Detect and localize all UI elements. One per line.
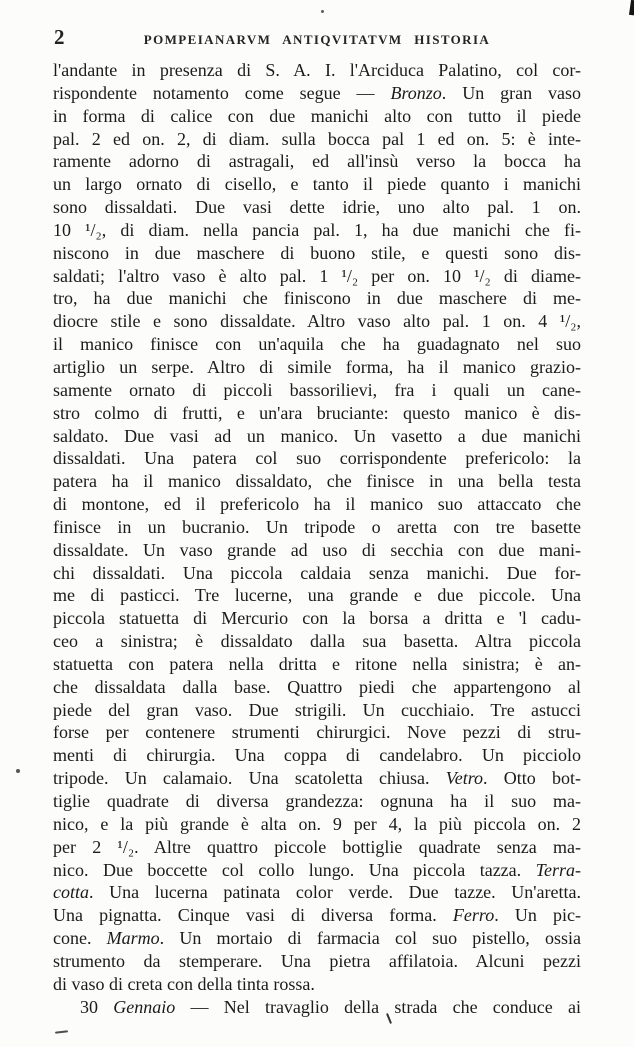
text-line <box>53 219 581 242</box>
text-segment: di vaso di creta con della tinta rossa. <box>53 973 315 994</box>
text-segment: — Nel travaglio della strada che conduce ai <box>175 996 581 1017</box>
italic-text: Bronzo <box>390 82 442 103</box>
text-line <box>53 584 581 607</box>
text-segment: 10 ¹/₂, di diam. nella pancia pal. 1, ha due manichi che fi- <box>53 219 581 240</box>
text-segment: . Otto bot- <box>483 768 581 789</box>
page-number: 2 <box>54 25 65 49</box>
text-line <box>53 82 581 105</box>
text-line <box>53 699 581 722</box>
text-segment: stro colmo di frutti, e un'ara bruciante: questo manico è dis- <box>53 402 581 423</box>
text-segment: dissaldati. Una patera col suo corrispondente prefericolo: la <box>53 448 581 469</box>
text-segment: statuetta con patera nella dritta e ritone nella sinistra; è an- <box>53 653 581 674</box>
text-line <box>53 128 581 151</box>
text-segment: in forma di calice con due manichi alto con tutto il piede <box>53 105 581 126</box>
page-text <box>53 59 581 1018</box>
text-line <box>53 516 581 539</box>
scan-speck <box>16 769 20 773</box>
text-line <box>53 493 581 516</box>
text-segment: che dissaldata dalla base. Quattro piedi che appartengono al <box>53 676 581 697</box>
italic-text: Terra- <box>535 859 581 880</box>
text-line <box>53 425 581 448</box>
text-segment: Una pignatta. Cinque vasi di diversa forma. <box>53 905 453 926</box>
text-line <box>53 356 581 379</box>
text-segment: un largo ornato di cisello, e tanto il piede quanto i manichi <box>53 174 581 195</box>
text-line <box>53 242 581 265</box>
text-line <box>53 150 581 173</box>
text-line <box>53 676 581 699</box>
text-segment: . Una lucerna patinata color verde. Due tazze. Un'aretta. <box>89 882 581 903</box>
text-segment: sono dissaldati. Due vasi dette idrie, uno alto pal. 1 on. <box>53 197 581 218</box>
text-line <box>53 59 581 82</box>
text-segment: saldato. Due vasi ad un manico. Un vasetto a due manichi <box>53 425 581 446</box>
text-segment: saldati; l'altro vaso è alto pal. 1 ¹/₂ per on. 10 ¹/₂ di diame- <box>53 265 581 286</box>
text-segment: finisce in un bucranio. Un tripode o aretta con tre basette <box>53 516 581 537</box>
text-segment: tro, ha due manichi che finiscono in due maschere di me- <box>53 288 581 309</box>
italic-text: Marmo <box>106 928 160 949</box>
italic-text: Gennaio <box>113 996 176 1017</box>
text-segment: . Un pic- <box>494 905 581 926</box>
text-line <box>53 973 581 996</box>
text-line <box>53 950 581 973</box>
text-line <box>53 881 581 904</box>
text-segment: tiglie quadrate di diversa grandezza: ognuna ha il suo ma- <box>53 791 581 811</box>
text-line <box>53 333 581 356</box>
italic-text: Vetro <box>445 768 484 789</box>
text-segment: chi dissaldati. Una piccola caldaia senza manichi. Due for- <box>53 562 581 583</box>
scan-speck <box>321 10 324 13</box>
text-segment: nico. Due boccette col collo lungo. Una piccola tazza. <box>53 859 536 880</box>
text-segment: il manico finisce con un'aquila che ha guadagnato nel suo <box>53 334 581 355</box>
text-segment: . Un gran vaso <box>441 82 581 103</box>
text-segment: . Un mortaio di farmacia col suo pistello, ossia <box>159 928 581 949</box>
text-segment: samente ornato di piccoli bassorilievi, fra i quali un cane- <box>53 379 581 400</box>
text-line <box>53 539 581 562</box>
text-line <box>53 310 581 333</box>
text-segment: piccola statuetta di Mercurio con la borsa a dritta e 'l cadu- <box>53 608 581 629</box>
text-segment: diocre stile e sono dissaldate. Altro vaso alto pal. 1 on. 4 ¹/₂, <box>53 311 581 332</box>
text-segment: dissaldate. Un vaso grande ad uso di secchia con due mani- <box>53 539 581 560</box>
text-line <box>53 447 581 470</box>
text-line <box>53 927 581 950</box>
text-line <box>53 287 581 310</box>
text-segment: strumento da stemperare. Una pietra affilatoia. Alcuni pezzi <box>53 950 581 971</box>
text-line <box>53 379 581 402</box>
text-segment: ramente adorno di astragali, ed all'insù verso la bocca ha <box>53 151 581 172</box>
text-line <box>53 630 581 653</box>
text-segment: forse per contenere strumenti chirurgici. Nove pezzi di stru- <box>53 722 581 743</box>
text-line <box>53 470 581 493</box>
text-segment: 30 <box>80 996 114 1017</box>
text-segment: cone. <box>53 928 107 949</box>
text-segment: per 2 ¹/₂. Altre quattro piccole bottiglie quadrate senza ma- <box>53 836 581 857</box>
text-line <box>53 904 581 927</box>
text-line <box>53 173 581 196</box>
text-segment: tripode. Un calamaio. Una scatoletta chiusa. <box>53 768 446 789</box>
text-line <box>53 767 581 790</box>
text-line <box>53 790 581 813</box>
text-segment: patera ha il manico dissaldato, che finisce in una bella testa <box>53 471 581 492</box>
text-line <box>53 105 581 128</box>
text-segment: ceo a sinistra; è dissaldato dalla sua basetta. Altra piccola <box>53 631 581 652</box>
text-line <box>53 721 581 744</box>
scan-mark <box>55 1030 68 1033</box>
text-segment: menti di chirurgia. Una coppa di candelabro. Un picciolo <box>53 745 581 766</box>
text-segment: niscono in due maschere di buono stile, e questi sono dis- <box>53 242 581 263</box>
text-line <box>53 836 581 859</box>
text-segment: pal. 2 ed on. 2, di diam. sulla bocca pal 1 ed on. 5: è inte- <box>53 128 581 149</box>
text-line <box>53 562 581 585</box>
text-line <box>53 607 581 630</box>
text-line <box>53 859 581 882</box>
scan-corner-mark <box>629 0 634 15</box>
italic-text: cotta <box>53 882 89 903</box>
text-segment: nico, e la più grande è alta on. 9 per 4, la più piccola on. 2 <box>53 813 581 834</box>
text-line <box>53 813 581 836</box>
text-line <box>53 744 581 767</box>
text-line <box>53 996 581 1019</box>
text-line <box>53 653 581 676</box>
text-segment: artiglio un serpe. Altro di simile forma, ha il manico grazio- <box>53 356 581 377</box>
text-line <box>53 265 581 288</box>
text-segment: di montone, ed il prefericolo ha il manico suo attaccato che <box>53 494 581 515</box>
page-header <box>53 25 581 53</box>
text-segment: me di pasticci. Tre lucerne, una grande e due piccole. Una <box>53 585 581 606</box>
text-segment: l'andante in presenza di S. A. I. l'Arciduca Palatino, col cor- <box>53 60 581 80</box>
text-line <box>53 402 581 425</box>
italic-text: Ferro <box>452 905 495 926</box>
text-segment: piede del gran vaso. Due strigili. Un cucchiaio. Tre astucci <box>53 699 581 720</box>
text-line <box>53 196 581 219</box>
running-title: POMPEIANARVM ANTIQVITATVM HISTORIA <box>143 32 491 47</box>
text-segment: rispondente notamento come segue — <box>53 82 391 103</box>
